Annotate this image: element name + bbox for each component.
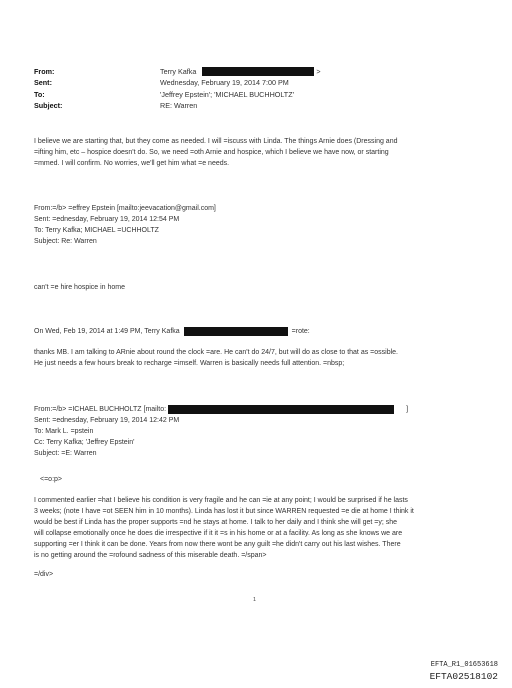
text-line: supporting =er I think it can be done. Years from now there wont be any guilt =he didn't carry out his last wishes. There bbox=[34, 541, 401, 548]
quoted-header-1 bbox=[34, 203, 216, 247]
text-line: =ifting him, etc – hospice doesn't do. So, we need =oth Arnie and hospice, which I believe we have now, or starting bbox=[34, 149, 389, 156]
div-close-tag: =/div> bbox=[34, 571, 54, 578]
bates-number-1: EFTA_R1_01653618 bbox=[430, 661, 498, 669]
page-number: 1 bbox=[253, 597, 257, 603]
quoted-from: From:=/b> =effrey Epstein [mailto:jeevacation@gmail.com] bbox=[34, 205, 216, 212]
bates-number-2: EFTA02518102 bbox=[429, 671, 498, 682]
quoted-to: To: Mark L. =pstein bbox=[34, 428, 94, 435]
wrote-prefix: On Wed, Feb 19, 2014 at 1:49 PM, Terry Kafka bbox=[34, 328, 180, 335]
to-label: To: bbox=[34, 89, 45, 99]
text-line: would be best if Linda has the proper supports =nd he stays at home. I talk to her daily and I think she will get =y; she bbox=[34, 519, 398, 526]
text-line: will collapse emotionally once he does die irrespective if it it =s in his home or at a facility. As long as she knows we are bbox=[34, 530, 403, 537]
quoted-cc: Cc: Terry Kafka; 'Jeffrey Epstein' bbox=[34, 439, 135, 446]
text-line: I believe we are starting that, but they come as needed. I will =iscuss with Linda. The things Arnie does (Dressing and bbox=[34, 138, 398, 145]
header-row-subject bbox=[34, 100, 321, 111]
text-line: thanks MB. I am talking to ARnie about round the clock =are. He can't do 24/7, but will do as close to that as =ossible. bbox=[34, 349, 398, 356]
header-row-from bbox=[34, 66, 321, 77]
quoted-subject: Subject: =E: Warren bbox=[34, 450, 97, 457]
text-line: I commented earlier =hat I believe his condition is very fragile and he can =ie at any point; I would be surprised if he lasts bbox=[34, 497, 408, 504]
quoted-from-line bbox=[34, 404, 408, 415]
wrote-line bbox=[34, 326, 310, 337]
header-row-to bbox=[34, 89, 321, 100]
redaction-bar bbox=[202, 67, 314, 76]
redaction-bar bbox=[168, 405, 394, 414]
to-value: 'Jeffrey Epstein'; 'MICHAEL BUCHHOLTZ' bbox=[160, 89, 294, 99]
text-line: =mmed. I will confirm. No worries, we'll get him what =e needs. bbox=[34, 160, 230, 167]
subject-value: RE: Warren bbox=[160, 101, 198, 111]
wrote-suffix: =rote: bbox=[291, 328, 310, 335]
text-line: is no getting around the =rofound sadness of this miserable death. =/span> bbox=[34, 552, 267, 559]
quoted-sent: Sent: =ednesday, February 19, 2014 12:54 PM bbox=[34, 216, 180, 223]
quoted-subject: Subject: Re: Warren bbox=[34, 238, 97, 245]
body-paragraph-3 bbox=[34, 347, 398, 369]
quoted-sent: Sent: =ednesday, February 19, 2014 12:42 PM bbox=[34, 417, 180, 424]
quoted-to: To: Terry Kafka; MICHAEL =UCHHOLTZ bbox=[34, 227, 159, 234]
quoted-header-2 bbox=[34, 404, 408, 459]
subject-label: Subject: bbox=[34, 101, 63, 111]
op-tag: <=o:p> bbox=[40, 476, 62, 483]
body-paragraph-2: can't =e hire hospice in home bbox=[34, 284, 126, 291]
text-line: He just needs a few hours break to recharge =imself. Warren is basically needs full attention. =nbsp; bbox=[34, 360, 345, 367]
body-paragraph-1 bbox=[34, 136, 398, 169]
quoted-from-prefix: From:=/b> =ICHAEL BUCHHOLTZ [mailto: bbox=[34, 406, 167, 413]
from-value: Terry Kafka bbox=[160, 67, 197, 76]
sent-value: Wednesday, February 19, 2014 7:00 PM bbox=[160, 78, 289, 88]
redaction-bar bbox=[184, 327, 288, 336]
from-suffix: > bbox=[316, 67, 321, 76]
email-header bbox=[34, 66, 321, 112]
text-line: 3 weeks; (note I have =ot SEEN him in 10 months). Linda has lost it but since WARREN requested =e die at home I think it bbox=[34, 508, 414, 515]
quoted-from-suffix: ] bbox=[406, 406, 409, 413]
from-label: From: bbox=[34, 67, 55, 76]
header-row-sent bbox=[34, 77, 321, 88]
sent-label: Sent: bbox=[34, 78, 52, 88]
body-paragraph-4 bbox=[34, 495, 414, 561]
